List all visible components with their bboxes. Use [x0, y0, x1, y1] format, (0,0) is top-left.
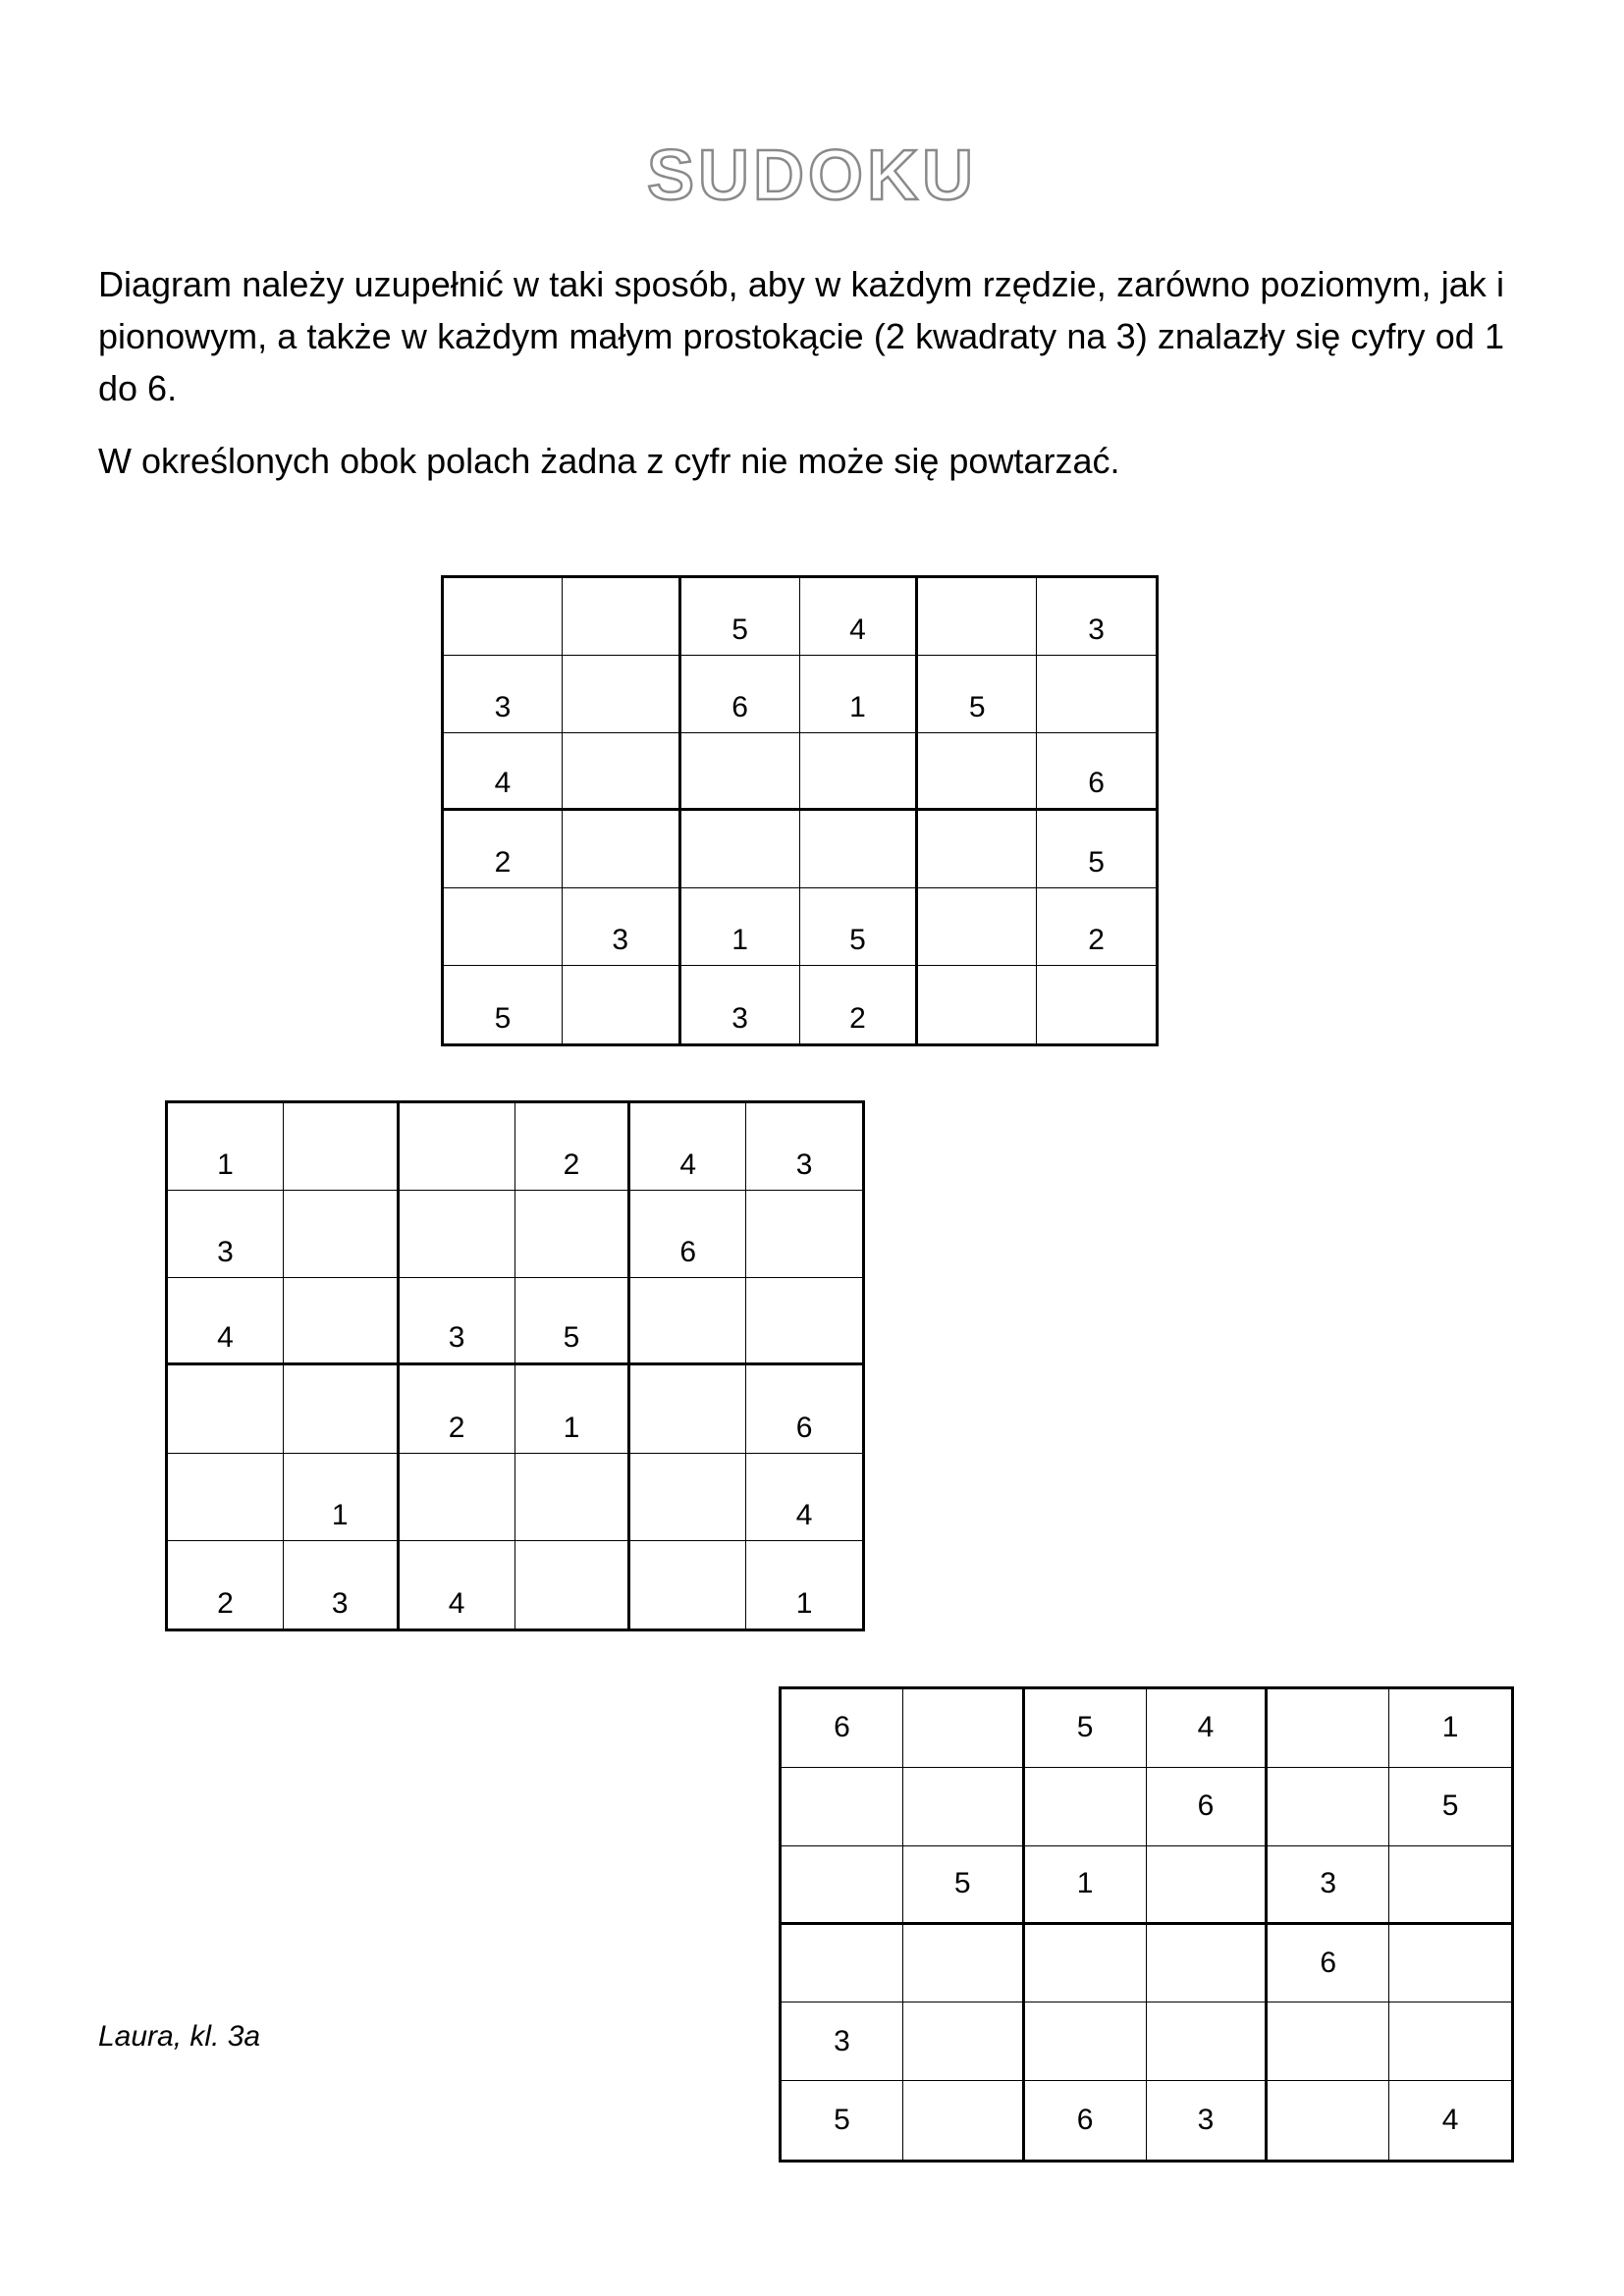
sudoku-cell[interactable]: 5 — [918, 656, 1037, 733]
sudoku-cell[interactable]: 1 — [168, 1103, 284, 1191]
sudoku-cell[interactable]: 3 — [400, 1278, 515, 1365]
sudoku-cell[interactable] — [284, 1103, 400, 1191]
sudoku-cell[interactable]: 3 — [1268, 1846, 1389, 1925]
sudoku-cell[interactable] — [1025, 2002, 1147, 2081]
sudoku-cell[interactable] — [903, 2081, 1025, 2160]
sudoku-cell[interactable] — [1268, 2081, 1389, 2160]
sudoku-cell[interactable]: 6 — [1025, 2081, 1147, 2160]
sudoku-cell[interactable]: 5 — [444, 966, 563, 1043]
sudoku-cell[interactable]: 4 — [800, 578, 919, 656]
sudoku-cell[interactable]: 3 — [284, 1541, 400, 1629]
sudoku-cell[interactable] — [918, 888, 1037, 966]
sudoku-cell[interactable] — [782, 1925, 903, 2003]
sudoku-cell[interactable] — [563, 733, 681, 811]
sudoku-cell[interactable]: 1 — [515, 1365, 631, 1453]
sudoku-cell[interactable]: 4 — [444, 733, 563, 811]
sudoku-cell[interactable]: 2 — [800, 966, 919, 1043]
sudoku-grid-1 — [441, 575, 1159, 1046]
sudoku-cell[interactable] — [515, 1454, 631, 1541]
sudoku-cell[interactable]: 3 — [746, 1103, 862, 1191]
sudoku-cell[interactable] — [1147, 1846, 1269, 1925]
sudoku-cell[interactable] — [563, 966, 681, 1043]
sudoku-cell[interactable] — [630, 1541, 746, 1629]
sudoku-cell[interactable]: 4 — [1147, 1689, 1269, 1768]
sudoku-cell[interactable]: 1 — [284, 1454, 400, 1541]
sudoku-cell[interactable]: 1 — [795, 1586, 813, 1620]
sudoku-cell[interactable] — [918, 578, 1037, 656]
sudoku-cell[interactable] — [800, 733, 919, 811]
instructions-paragraph-2: W określonych obok polach żadna z cyfr nie może się powtarzać. — [98, 441, 1120, 481]
sudoku-cell[interactable]: 6 — [1037, 733, 1156, 811]
sudoku-cell[interactable] — [1147, 2002, 1269, 2081]
sudoku-cell[interactable]: 5 — [1025, 1689, 1147, 1768]
sudoku-cell[interactable] — [1147, 1925, 1269, 2003]
sudoku-cell[interactable] — [1268, 1768, 1389, 1846]
sudoku-cell[interactable]: 4 — [630, 1103, 746, 1191]
sudoku-cell[interactable]: 6 — [782, 1689, 903, 1768]
sudoku-cell[interactable] — [444, 888, 563, 966]
sudoku-cell[interactable] — [284, 1278, 400, 1365]
sudoku-cell[interactable]: 6 — [630, 1191, 746, 1278]
sudoku-cell[interactable]: 4 — [746, 1454, 862, 1541]
sudoku-cell[interactable] — [746, 1191, 862, 1278]
sudoku-cell[interactable] — [903, 1925, 1025, 2003]
sudoku-cell[interactable]: 6 — [681, 656, 800, 733]
sudoku-cell[interactable] — [284, 1365, 400, 1453]
sudoku-cell[interactable] — [681, 811, 800, 888]
sudoku-cell[interactable] — [782, 1846, 903, 1925]
sudoku-grid-3 — [779, 1686, 1514, 2163]
sudoku-cell[interactable] — [1025, 1768, 1147, 1846]
sudoku-cell[interactable] — [918, 811, 1037, 888]
sudoku-cell[interactable] — [400, 1103, 515, 1191]
sudoku-cell[interactable] — [903, 2002, 1025, 2081]
sudoku-cell[interactable]: 1 — [1389, 1689, 1511, 1768]
sudoku-cell[interactable] — [630, 1454, 746, 1541]
instructions-paragraph-1: Diagram należy uzupełnić w taki sposób, aby w każdym rzędzie, zarówno poziomym, jak i pionowym, a także w każdym małym prostokącie (2 kwadraty na 3) znalazły się cyfry od 1 do 6. — [98, 264, 1504, 408]
sudoku-cell[interactable] — [168, 1454, 284, 1541]
sudoku-cell[interactable] — [168, 1365, 284, 1453]
sudoku-cell[interactable]: 2 — [400, 1365, 515, 1453]
sudoku-cell[interactable]: 3 — [782, 2002, 903, 2081]
sudoku-cell[interactable] — [681, 733, 800, 811]
sudoku-cell[interactable]: 3 — [1037, 578, 1156, 656]
sudoku-cell[interactable]: 6 — [1268, 1925, 1389, 2003]
sudoku-cell[interactable]: 5 — [1037, 811, 1156, 888]
sudoku-cell[interactable]: 5 — [800, 888, 919, 966]
sudoku-cell[interactable]: 5 — [782, 2081, 903, 2160]
sudoku-cell[interactable] — [400, 1454, 515, 1541]
sudoku-cell[interactable] — [800, 811, 919, 888]
sudoku-cell[interactable]: 2 — [168, 1541, 284, 1629]
sudoku-cell[interactable] — [630, 1278, 746, 1365]
sudoku-cell[interactable]: 1 — [681, 888, 800, 966]
sudoku-cell[interactable] — [563, 656, 681, 733]
sudoku-cell[interactable] — [1389, 1846, 1511, 1925]
sudoku-cell[interactable]: 5 — [681, 578, 800, 656]
sudoku-cell[interactable] — [1025, 1925, 1147, 2003]
sudoku-cell[interactable] — [1037, 966, 1156, 1043]
sudoku-cell[interactable] — [400, 1191, 515, 1278]
sudoku-cell[interactable]: 3 — [1147, 2081, 1269, 2160]
sudoku-cell[interactable] — [782, 1768, 903, 1846]
sudoku-cell[interactable]: 6 — [1147, 1768, 1269, 1846]
sudoku-cell[interactable]: 2 — [1037, 888, 1156, 966]
sudoku-cell[interactable]: 4 — [168, 1278, 284, 1365]
sudoku-cell[interactable]: 1 — [1025, 1846, 1147, 1925]
sudoku-cell[interactable] — [1268, 1689, 1389, 1768]
sudoku-cell[interactable]: 4 — [1441, 2104, 1459, 2137]
sudoku-cell[interactable]: 4 — [400, 1541, 515, 1629]
sudoku-cell[interactable]: 5 — [515, 1278, 631, 1365]
sudoku-cell[interactable] — [1268, 2002, 1389, 2081]
sudoku-cell[interactable] — [444, 578, 563, 656]
sudoku-cell[interactable] — [1389, 1925, 1511, 2003]
sudoku-cell[interactable]: 3 — [168, 1191, 284, 1278]
sudoku-cell[interactable]: 6 — [746, 1365, 862, 1453]
author-signature: Laura, kl. 3a — [98, 2020, 261, 2053]
sudoku-cell[interactable]: 2 — [444, 811, 563, 888]
sudoku-cell[interactable]: 5 — [1389, 1768, 1511, 1846]
sudoku-cell[interactable] — [563, 578, 681, 656]
sudoku-cell[interactable]: 3 — [563, 888, 681, 966]
page-title: SUDOKU — [646, 136, 977, 215]
sudoku-cell[interactable] — [918, 966, 1037, 1043]
sudoku-cell[interactable] — [1389, 2002, 1511, 2081]
sudoku-cell[interactable] — [903, 1689, 1025, 1768]
sudoku-cell[interactable] — [903, 1768, 1025, 1846]
sudoku-cell[interactable]: 5 — [903, 1846, 1025, 1925]
sudoku-cell[interactable] — [746, 1278, 862, 1365]
sudoku-cell[interactable] — [918, 733, 1037, 811]
sudoku-grid-2 — [165, 1100, 865, 1631]
sudoku-cell[interactable]: 1 — [800, 656, 919, 733]
sudoku-cell[interactable]: 3 — [444, 656, 563, 733]
sudoku-cell[interactable]: 3 — [681, 966, 800, 1043]
sudoku-cell[interactable] — [515, 1191, 631, 1278]
sudoku-cell[interactable]: 2 — [515, 1103, 631, 1191]
sudoku-cell[interactable] — [630, 1365, 746, 1453]
sudoku-cell[interactable] — [1037, 656, 1156, 733]
sudoku-cell[interactable] — [515, 1541, 631, 1629]
sudoku-cell[interactable] — [284, 1191, 400, 1278]
sudoku-cell[interactable] — [563, 811, 681, 888]
